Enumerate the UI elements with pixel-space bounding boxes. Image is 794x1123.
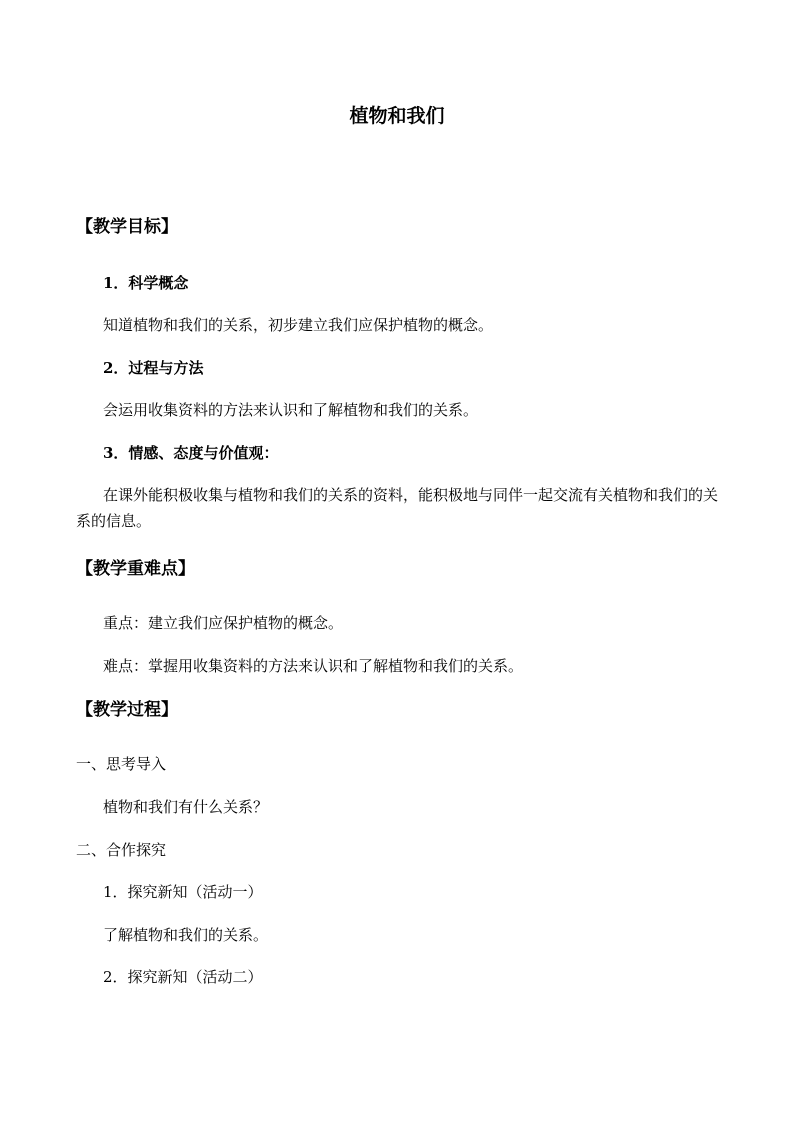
concept-subheading: 1．科学概念: [103, 274, 189, 292]
difficulty-text: 难点：掌握用收集资料的方法来认识和了解植物和我们的关系。: [103, 657, 524, 675]
process-heading: 【教学过程】: [76, 700, 178, 720]
activity1-title: 1．探究新知（活动一）: [103, 883, 263, 901]
process-method-text: 会运用收集资料的方法来认识和了解植物和我们的关系。: [103, 401, 479, 419]
process-method-subheading: 2．过程与方法: [103, 359, 204, 377]
concept-text: 知道植物和我们的关系，初步建立我们应保护植物的概念。: [103, 316, 494, 334]
part1-text: 植物和我们有什么关系？: [103, 798, 269, 816]
key-points-heading: 【教学重难点】: [76, 559, 195, 579]
attitude-paragraph: 在课外能积极收集与植物和我们的关系的资料，能积极地与同伴一起交流有关植物和我们的关系的信息。: [76, 486, 719, 530]
part2-title: 二、合作探究: [76, 841, 167, 859]
page-title: 植物和我们: [349, 105, 445, 127]
part1-title: 一、思考导入: [76, 755, 167, 773]
activity1-text: 了解植物和我们的关系。: [103, 926, 269, 944]
key-point-text: 重点：建立我们应保护植物的概念。: [103, 614, 344, 632]
activity2-title: 2．探究新知（活动二）: [103, 968, 263, 986]
objectives-heading: 【教学目标】: [76, 217, 178, 237]
attitude-subheading: 3．情感、态度与价值观：: [103, 444, 279, 462]
